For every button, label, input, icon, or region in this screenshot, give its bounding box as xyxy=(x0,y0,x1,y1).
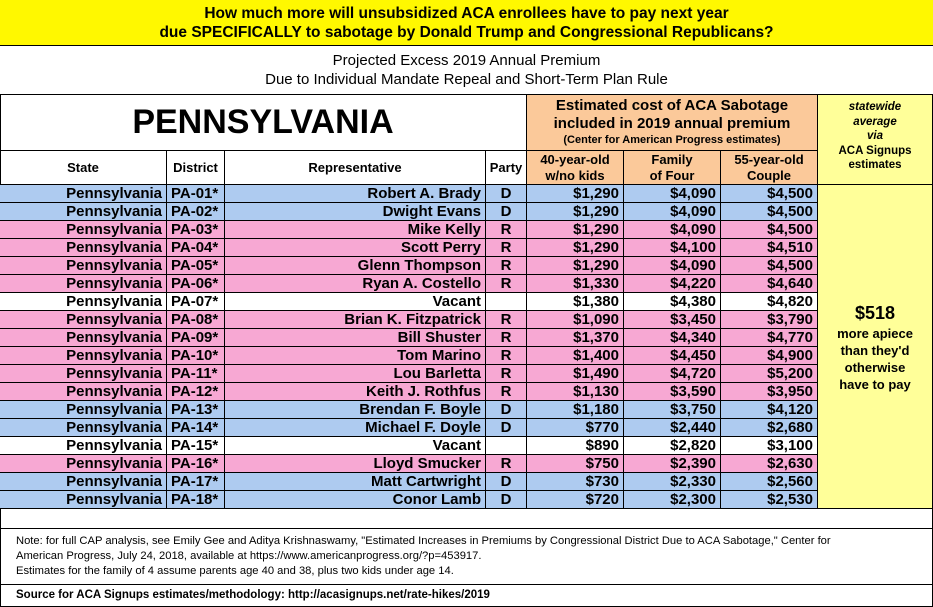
party-cell xyxy=(486,293,527,311)
district-cell: PA-07* xyxy=(167,293,225,311)
representative-cell: Brian K. Fitzpatrick xyxy=(225,311,486,329)
party-cell: R xyxy=(486,239,527,257)
district-cell: PA-05* xyxy=(167,257,225,275)
district-cell: PA-03* xyxy=(167,221,225,239)
column-header-single xyxy=(527,151,624,185)
state-cell: Pennsylvania xyxy=(0,419,167,437)
subtitle-line-2: Due to Individual Mandate Repeal and Short-Term Plan Rule xyxy=(265,71,668,88)
district-cell: PA-09* xyxy=(167,329,225,347)
family-premium-cell: $3,450 xyxy=(624,311,721,329)
party-cell: D xyxy=(486,491,527,509)
note-line-1: Note: for full CAP analysis, see Emily Gee and Aditya Krishnaswamy, "Estimated Increases in Premiums by Congressional District Due to ACA Sabotage," Center for xyxy=(16,535,831,547)
district-cell: PA-17* xyxy=(167,473,225,491)
representative-cell: Lloyd Smucker xyxy=(225,455,486,473)
statewide-amount: $518 xyxy=(854,302,896,323)
signups-line-3: via xyxy=(867,130,883,142)
district-cell: PA-14* xyxy=(167,419,225,437)
state-cell: Pennsylvania xyxy=(0,383,167,401)
signups-header xyxy=(818,95,933,185)
representative-cell: Lou Barletta xyxy=(225,365,486,383)
column-header-district xyxy=(167,151,225,185)
couple-premium-cell: $2,560 xyxy=(721,473,818,491)
single-premium-cell: $1,370 xyxy=(527,329,624,347)
party-cell: D xyxy=(486,473,527,491)
headline-line-2: due SPECIFICALLY to sabotage by Donald Trump and Congressional Republicans? xyxy=(159,24,774,41)
party-cell: D xyxy=(486,419,527,437)
single-premium-cell: $750 xyxy=(527,455,624,473)
representative-cell: Mike Kelly xyxy=(225,221,486,239)
statewide-average-panel xyxy=(818,185,933,509)
column-header-party xyxy=(486,151,527,185)
representative-cell: Glenn Thompson xyxy=(225,257,486,275)
single-premium-cell: $720 xyxy=(527,491,624,509)
family-premium-cell: $4,220 xyxy=(624,275,721,293)
district-cell: PA-16* xyxy=(167,455,225,473)
representative-cell: Conor Lamb xyxy=(225,491,486,509)
signups-line-4: ACA Signups xyxy=(838,144,912,157)
representative-cell: Keith J. Rothfus xyxy=(225,383,486,401)
district-cell: PA-01* xyxy=(167,185,225,203)
district-cell: PA-10* xyxy=(167,347,225,365)
single-premium-cell: $1,290 xyxy=(527,185,624,203)
single-premium-cell: $1,490 xyxy=(527,365,624,383)
single-premium-cell: $1,400 xyxy=(527,347,624,365)
district-cell: PA-04* xyxy=(167,239,225,257)
district-cell: PA-18* xyxy=(167,491,225,509)
source-note xyxy=(0,588,933,603)
single-premium-cell: $1,290 xyxy=(527,239,624,257)
party-cell: D xyxy=(486,203,527,221)
family-premium-cell: $2,300 xyxy=(624,491,721,509)
column-header-family xyxy=(624,151,721,185)
district-cell: PA-13* xyxy=(167,401,225,419)
representative-cell: Robert A. Brady xyxy=(225,185,486,203)
note-line-2: American Progress, July 24, 2018, available at https://www.americanprogress.org/?p=453917. xyxy=(16,550,482,562)
family-premium-cell: $2,440 xyxy=(624,419,721,437)
state-cell: Pennsylvania xyxy=(0,473,167,491)
single-premium-cell: $1,130 xyxy=(527,383,624,401)
notes xyxy=(0,534,933,579)
column-header-single-line-1: 40-year-old xyxy=(540,151,610,167)
couple-premium-cell: $4,820 xyxy=(721,293,818,311)
couple-premium-cell: $3,950 xyxy=(721,383,818,401)
column-header-couple-line-2: Couple xyxy=(746,167,792,183)
headline-banner xyxy=(0,0,933,46)
state-cell: Pennsylvania xyxy=(0,347,167,365)
state-cell: Pennsylvania xyxy=(0,329,167,347)
family-premium-cell: $2,820 xyxy=(624,437,721,455)
family-premium-cell: $4,340 xyxy=(624,329,721,347)
party-cell: R xyxy=(486,257,527,275)
couple-premium-cell: $4,120 xyxy=(721,401,818,419)
sabotage-line-1: Estimated cost of ACA Sabotage xyxy=(555,97,789,114)
couple-premium-cell: $2,530 xyxy=(721,491,818,509)
state-cell: Pennsylvania xyxy=(0,365,167,383)
representative-cell: Bill Shuster xyxy=(225,329,486,347)
family-premium-cell: $4,380 xyxy=(624,293,721,311)
single-premium-cell: $1,090 xyxy=(527,311,624,329)
party-cell: R xyxy=(486,311,527,329)
district-cell: PA-11* xyxy=(167,365,225,383)
single-premium-cell: $1,180 xyxy=(527,401,624,419)
single-premium-cell: $890 xyxy=(527,437,624,455)
representative-cell: Michael F. Doyle xyxy=(225,419,486,437)
family-premium-cell: $2,390 xyxy=(624,455,721,473)
couple-premium-cell: $4,510 xyxy=(721,239,818,257)
state-cell: Pennsylvania xyxy=(0,203,167,221)
statewide-line-1: more apiece xyxy=(837,325,913,341)
couple-premium-cell: $4,500 xyxy=(721,203,818,221)
family-premium-cell: $3,590 xyxy=(624,383,721,401)
family-premium-cell: $4,090 xyxy=(624,257,721,275)
single-premium-cell: $1,290 xyxy=(527,203,624,221)
state-title-text: PENNSYLVANIA xyxy=(132,103,394,141)
single-premium-cell: $1,380 xyxy=(527,293,624,311)
representative-cell: Brendan F. Boyle xyxy=(225,401,486,419)
couple-premium-cell: $4,640 xyxy=(721,275,818,293)
state-cell: Pennsylvania xyxy=(0,185,167,203)
single-premium-cell: $1,290 xyxy=(527,221,624,239)
party-cell xyxy=(486,437,527,455)
party-cell: R xyxy=(486,365,527,383)
family-premium-cell: $4,090 xyxy=(624,185,721,203)
family-premium-cell: $4,450 xyxy=(624,347,721,365)
representative-cell: Scott Perry xyxy=(225,239,486,257)
state-cell: Pennsylvania xyxy=(0,401,167,419)
state-cell: Pennsylvania xyxy=(0,239,167,257)
column-header-couple xyxy=(721,151,818,185)
sabotage-line-2: included in 2019 annual premium xyxy=(553,115,791,132)
party-cell: D xyxy=(486,401,527,419)
single-premium-cell: $1,290 xyxy=(527,257,624,275)
column-header-representative xyxy=(225,151,486,185)
representative-cell: Tom Marino xyxy=(225,347,486,365)
statewide-line-2: than they'd xyxy=(840,342,910,358)
family-premium-cell: $3,750 xyxy=(624,401,721,419)
column-header-single-line-2: w/no kids xyxy=(545,167,605,183)
party-cell: R xyxy=(486,347,527,365)
headline-line-1: How much more will unsubsidized ACA enrollees have to pay next year xyxy=(204,5,729,22)
state-cell: Pennsylvania xyxy=(0,221,167,239)
column-header-representative-label: Representative xyxy=(308,159,402,175)
note-line-3: Estimates for the family of 4 assume parents age 40 and 38, plus two kids under age 14. xyxy=(16,565,454,577)
state-title xyxy=(0,95,527,151)
column-header-state-label: State xyxy=(67,159,99,175)
spacer-row xyxy=(0,509,933,529)
couple-premium-cell: $4,500 xyxy=(721,257,818,275)
family-premium-cell: $4,090 xyxy=(624,203,721,221)
family-premium-cell: $2,330 xyxy=(624,473,721,491)
state-cell: Pennsylvania xyxy=(0,293,167,311)
state-cell: Pennsylvania xyxy=(0,257,167,275)
party-cell: R xyxy=(486,329,527,347)
couple-premium-cell: $4,770 xyxy=(721,329,818,347)
representative-cell: Ryan A. Costello xyxy=(225,275,486,293)
signups-line-5: estimates xyxy=(848,159,902,171)
single-premium-cell: $1,330 xyxy=(527,275,624,293)
couple-premium-cell: $2,680 xyxy=(721,419,818,437)
statewide-line-3: otherwise xyxy=(844,359,906,375)
representative-cell: Matt Cartwright xyxy=(225,473,486,491)
subtitle-banner xyxy=(0,46,933,95)
column-header-family-line-2: of Four xyxy=(649,167,695,183)
source-divider xyxy=(0,584,933,585)
party-cell: R xyxy=(486,275,527,293)
district-cell: PA-15* xyxy=(167,437,225,455)
party-cell: R xyxy=(486,455,527,473)
couple-premium-cell: $3,100 xyxy=(721,437,818,455)
state-cell: Pennsylvania xyxy=(0,455,167,473)
district-cell: PA-06* xyxy=(167,275,225,293)
statewide-line-4: have to pay xyxy=(839,376,911,392)
column-header-party-label: Party xyxy=(489,159,523,175)
representative-cell: Vacant xyxy=(225,293,486,311)
state-cell: Pennsylvania xyxy=(0,491,167,509)
column-header-family-line-1: Family xyxy=(651,151,693,167)
column-header-couple-line-1: 55-year-old xyxy=(734,151,804,167)
couple-premium-cell: $4,500 xyxy=(721,185,818,203)
couple-premium-cell: $2,630 xyxy=(721,455,818,473)
column-header-state xyxy=(0,151,167,185)
signups-line-2: average xyxy=(853,115,897,128)
source-text: Source for ACA Signups estimates/methodology: http://acasignups.net/rate-hikes/2019 xyxy=(16,589,490,601)
representative-cell: Vacant xyxy=(225,437,486,455)
family-premium-cell: $4,090 xyxy=(624,221,721,239)
family-premium-cell: $4,720 xyxy=(624,365,721,383)
state-cell: Pennsylvania xyxy=(0,437,167,455)
district-cell: PA-08* xyxy=(167,311,225,329)
party-cell: D xyxy=(486,185,527,203)
subtitle-line-1: Projected Excess 2019 Annual Premium xyxy=(332,52,601,69)
column-header-district-label: District xyxy=(173,159,218,175)
couple-premium-cell: $3,790 xyxy=(721,311,818,329)
state-cell: Pennsylvania xyxy=(0,275,167,293)
couple-premium-cell: $4,500 xyxy=(721,221,818,239)
couple-premium-cell: $4,900 xyxy=(721,347,818,365)
party-cell: R xyxy=(486,383,527,401)
district-cell: PA-12* xyxy=(167,383,225,401)
sabotage-line-3: (Center for American Progress estimates) xyxy=(563,134,781,146)
representative-cell: Dwight Evans xyxy=(225,203,486,221)
district-cell: PA-02* xyxy=(167,203,225,221)
state-cell: Pennsylvania xyxy=(0,311,167,329)
couple-premium-cell: $5,200 xyxy=(721,365,818,383)
sabotage-header xyxy=(527,95,818,151)
single-premium-cell: $730 xyxy=(527,473,624,491)
signups-line-1: statewide xyxy=(848,101,902,113)
single-premium-cell: $770 xyxy=(527,419,624,437)
family-premium-cell: $4,100 xyxy=(624,239,721,257)
party-cell: R xyxy=(486,221,527,239)
